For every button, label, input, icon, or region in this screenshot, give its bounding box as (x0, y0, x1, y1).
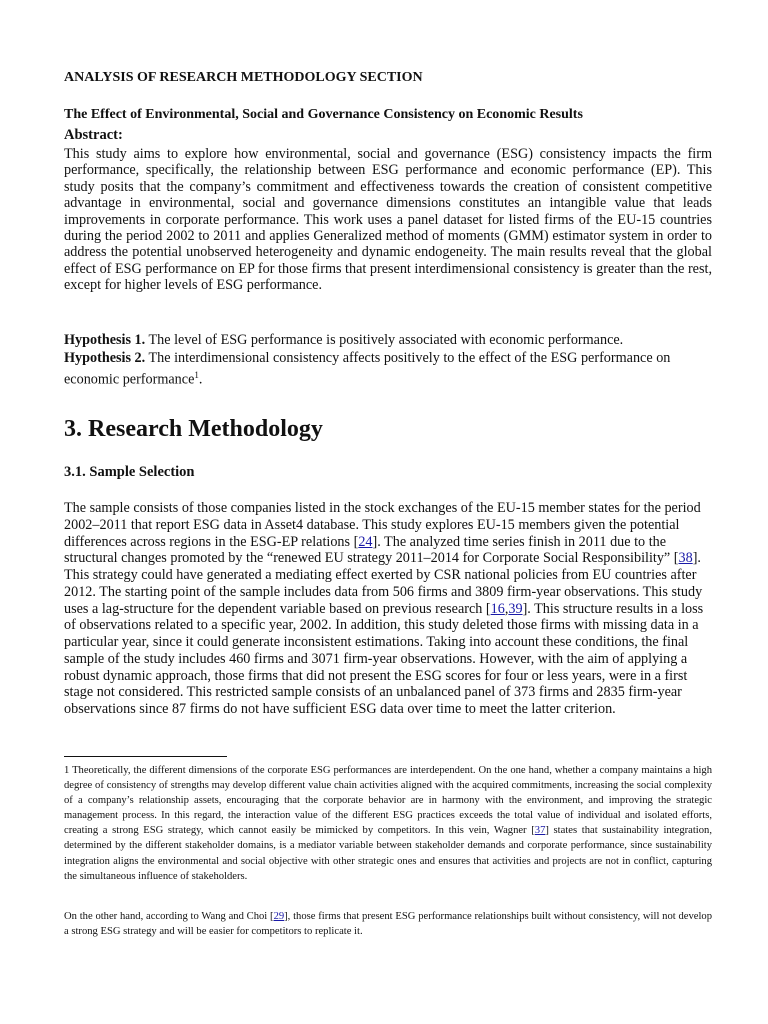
paper-title: The Effect of Environmental, Social and Governance Consistency on Economic Results (64, 107, 583, 122)
subsection-heading: 3.1. Sample Selection (64, 464, 195, 480)
hypothesis-1 (64, 332, 712, 350)
paragraph-part-3: ]. This strategy could have generated a mediating effect exerted by CSR national policies from EU countries after 2012. The starting point of the sample includes data from 506 firms and 3809 firm-year observations. This study uses a lag-structure for the dependent variable based on previous research [ (64, 550, 703, 617)
hypothesis-1-label: Hypothesis 1. (64, 332, 146, 348)
footnote-1 (64, 763, 712, 884)
hypothesis-1-text: The level of ESG performance is positively associated with economic performance. (145, 332, 624, 348)
footnote-1-part-a: 1 Theoretically, the different dimensions of the corporate ESG performances are interdependent. On the one hand, whether a company maintains a high degree of consistency of strengths may develop different value chain activities aligned with the acquired commitments, increasing the social complexity of a company’s relationship assets, encouraging that the corporate behavior are in harmony with the environment, and improving the strategic management process. In this regard, the interaction value of the different ESG practices exceeds the total value of individual and isolated efforts, creating a strong ESG strategy, which cannot easily be mimicked by competitors. In this vein, Wagner [ (64, 765, 712, 837)
section-heading: 3. Research Methodology (64, 416, 323, 442)
citation-link-29[interactable]: 29 (273, 911, 285, 922)
citation-link-39[interactable]: 39 (508, 600, 523, 617)
document-heading: ANALYSIS OF RESEARCH METHODOLOGY SECTION (64, 70, 423, 85)
abstract-label: Abstract: (64, 127, 123, 143)
paragraph-part-2: ]. The analyzed time series finish in 2011 due to the structural changes promoted by the “renewed EU strategy 2011–2014 for Corporate Social Responsibility” [ (64, 533, 679, 567)
footnote-divider (64, 756, 227, 757)
abstract-text: This study aims to explore how environmental, social and governance (ESG) consistency impacts the firm performance, specifically, the relationship between ESG performance and economic performance (EP). This study posits that the company’s commitment and effectiveness towards the creation of consistent competitive advantage in environmental, social and governance dimensions constitutes an intangible value that leads improvements in corporate performance. This work uses a panel dataset for listed firms of the EU-15 countries during the period 2002 to 2011 and applies Generalized method of moments (GMM) estimator system in order to address the potential unobserved heterogeneity and dynamic endogeneity. The main results reveal that the global effect of ESG performance on EP for those firms that present interdimensional consistency is greater than the rest, except for higher levels of ESG performance. (64, 146, 712, 294)
hypothesis-2-end: . (198, 371, 203, 388)
citation-link-24[interactable]: 24 (358, 533, 373, 550)
footnote-2-part-a: On the other hand, according to Wang and Choi [ (64, 911, 274, 922)
citation-link-37[interactable]: 37 (534, 825, 546, 837)
hypothesis-2 (64, 350, 712, 390)
footnote-marker[interactable]: 1 (194, 370, 199, 380)
sample-selection-paragraph (64, 500, 714, 718)
footnote-continuation (64, 909, 712, 939)
hypotheses-block (64, 332, 712, 389)
hypothesis-2-label: Hypothesis 2. (64, 349, 146, 366)
paragraph-part-1: The sample consists of those companies listed in the stock exchanges of the EU-15 member states for the period 2002–2011 that report ESG data in Asset4 database. This study explores EU-15 members given the potential differences across regions in the ESG-EP relations [ (64, 500, 701, 550)
footnote-2-part-b: ], those firms that present ESG performance relationships built without consistency, will not develop a strong ESG strategy and will be easier for competitors to replicate it. (64, 911, 713, 938)
paragraph-part-4: ]. This structure results in a loss of observations related to a specific year, 2002. In addition, this study deleted those firms with missing data in a particular year, since it could generate inconsistent estimations. Taking into account these conditions, the final sample of the study includes 460 firms and 3071 firm-year observations. However, with the aim of applying a robust dynamic approach, those firms that did not present the ESG scores for four or less years, were in a first stage not considered. This restricted sample consists of an unbalanced panel of 373 firms and 2835 firm-year observations since 87 firms do not have sufficient ESG data over time to meet the latter criterion. (64, 600, 704, 717)
footnote-1-part-b: ] states that sustainability integration, determined by the different stakeholder domains, is a mediator variable between stakeholder demands and corporate performance, since sustainability integration aligns the environmental and social objective with other strategic ones and ensures that activities and projects are not in conflict, capturing the simultaneous influence of stakeholders. (64, 825, 712, 882)
hypothesis-2-text: The interdimensional consistency affects positively to the effect of the ESG performance on economic performance (64, 349, 671, 388)
citation-link-16[interactable]: 16 (490, 600, 505, 617)
citation-separator: , (504, 600, 509, 617)
citation-link-38[interactable]: 38 (678, 550, 693, 567)
